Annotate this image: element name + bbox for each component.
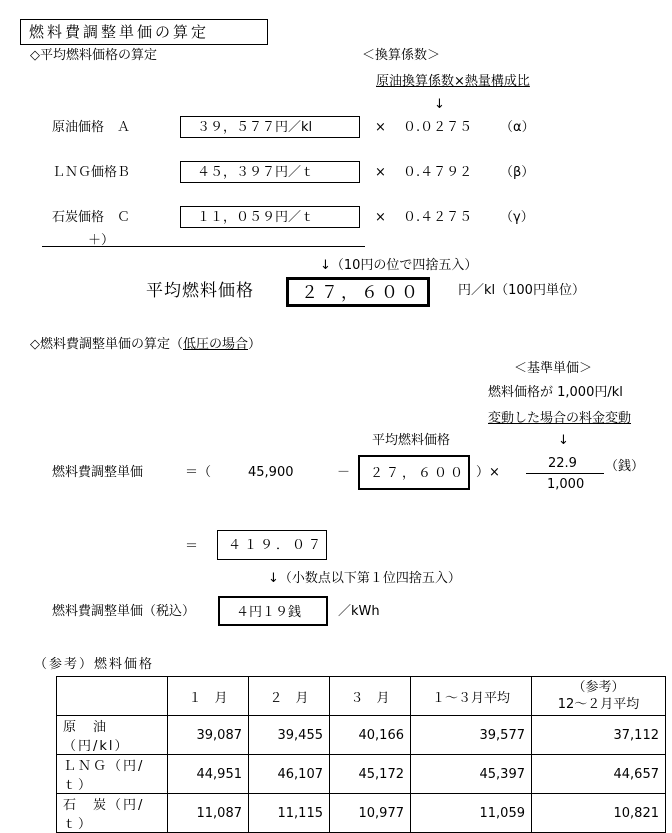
low-voltage-label: 低圧の場合	[183, 337, 249, 352]
alpha-label: （α）	[500, 120, 535, 135]
table-header-cell: １ 月	[168, 677, 249, 716]
fraction-bar	[526, 473, 604, 474]
times-sign: ×	[375, 120, 386, 135]
table-cell: 10,821	[532, 794, 666, 833]
reference-price-table	[56, 676, 666, 833]
table-cell: 39,577	[411, 716, 532, 755]
table-header-cell	[57, 677, 168, 716]
lng-label: ＬＮＧ価格Ｂ	[52, 165, 131, 180]
tax-included-box	[218, 596, 328, 626]
result-box	[217, 530, 327, 560]
tax-unit: ／kWh	[338, 604, 380, 619]
crude-oil-label: 原油価格 Ａ	[52, 120, 131, 135]
base-price: 45,900	[248, 465, 294, 480]
coal-price: １１，０５９円／ｔ	[197, 210, 315, 225]
table-cell: 11,115	[249, 794, 330, 833]
table-cell: 10,977	[330, 794, 411, 833]
base-unit-header: ＜基準単価＞	[514, 361, 593, 376]
average-fuel-price-label: 平均燃料価格	[146, 281, 254, 301]
table-cell: 46,107	[249, 755, 330, 794]
plus-sign: ＋）	[88, 233, 115, 248]
decimal-rounding-note: ↓（小数点以下第１位四捨五入）	[268, 571, 461, 586]
row-label: 原 油（円/kl）	[57, 716, 168, 755]
fraction-denominator: 1,000	[547, 477, 585, 492]
equals-sign: ＝	[185, 539, 199, 554]
table-cell: 11,059	[411, 794, 532, 833]
table-row	[57, 716, 666, 755]
base-unit-line2: 変動した場合の料金変動	[488, 411, 632, 426]
fraction-numerator: 22.9	[548, 456, 577, 471]
coal-coefficient: ０.４２７５	[403, 210, 473, 225]
table-header-cell	[532, 677, 666, 716]
table-cell: 44,951	[168, 755, 249, 794]
section1-heading: ◇平均燃料価格の算定	[30, 48, 157, 63]
gamma-label: （γ）	[500, 210, 534, 225]
rounding-note: ↓（10円の位で四捨五入）	[320, 258, 478, 273]
close-paren-times: ）×	[476, 465, 500, 480]
title-box	[20, 19, 268, 45]
table-cell: 37,112	[532, 716, 666, 755]
average-fuel-price-box	[286, 277, 430, 307]
page-title: 燃料費調整単価の算定	[29, 23, 210, 41]
base-unit-line1: 燃料価格が 1,000円/kl	[488, 385, 623, 400]
table-cell: 40,166	[330, 716, 411, 755]
average-price-box	[358, 455, 470, 490]
coefficient-header: ＜換算係数＞	[362, 48, 441, 63]
table-cell: 44,657	[532, 755, 666, 794]
lng-price: ４５，３９７円／ｔ	[197, 165, 315, 180]
crude-oil-coefficient: ０.０２７５	[403, 120, 473, 135]
dec-feb-average-header: 12～２月平均	[557, 697, 640, 712]
table-cell: 39,087	[168, 716, 249, 755]
crude-oil-price-box	[180, 116, 360, 138]
table-row	[57, 794, 666, 833]
table-header-cell: １～３月平均	[411, 677, 532, 716]
lng-price-box	[180, 161, 360, 183]
table-cell: 11,087	[168, 794, 249, 833]
reference-note: （参考）	[572, 680, 625, 695]
average-fuel-price-caption: 平均燃料価格	[372, 433, 451, 448]
down-arrow-icon: ↓	[558, 433, 569, 448]
result-value: ４１９．０７	[228, 538, 325, 553]
row-label: ＬＮＧ（円/ｔ）	[57, 755, 168, 794]
tax-included-label: 燃料費調整単価（税込）	[52, 604, 196, 619]
reference-heading: （参考）燃料価格	[34, 657, 155, 672]
section2-heading: ◇燃料費調整単価の算定（低圧の場合）	[30, 337, 262, 352]
average-fuel-price-unit: 円／kl（100円単位）	[458, 283, 585, 298]
beta-label: （β）	[500, 165, 535, 180]
sen-unit: （銭）	[605, 459, 645, 474]
equals-open-paren: ＝（	[185, 465, 212, 480]
table-cell: 45,397	[411, 755, 532, 794]
row-label: 石 炭（円/ｔ）	[57, 794, 168, 833]
table-header-cell: ３ 月	[330, 677, 411, 716]
coal-price-box	[180, 206, 360, 228]
average-fuel-price-value: ２７，６００	[301, 283, 421, 303]
table-cell: 39,455	[249, 716, 330, 755]
minus-sign: －	[337, 465, 351, 480]
tax-included-value: ４円１９銭	[236, 605, 302, 620]
down-arrow-icon: ↓	[434, 97, 445, 112]
times-sign: ×	[375, 210, 386, 225]
average-price-value: ２７，６００	[370, 466, 467, 481]
table-header-cell: ２ 月	[249, 677, 330, 716]
crude-oil-price: ３９，５７７円／kl	[197, 120, 313, 135]
table-cell: 45,172	[330, 755, 411, 794]
times-sign: ×	[375, 165, 386, 180]
calc-label: 燃料費調整単価	[52, 465, 144, 480]
table-header-row	[57, 677, 666, 716]
table-row	[57, 755, 666, 794]
sum-line	[42, 246, 365, 247]
lng-coefficient: ０.４７９２	[403, 165, 473, 180]
coefficient-subheader: 原油換算係数×熱量構成比	[376, 74, 530, 89]
coal-label: 石炭価格 Ｃ	[52, 210, 131, 225]
